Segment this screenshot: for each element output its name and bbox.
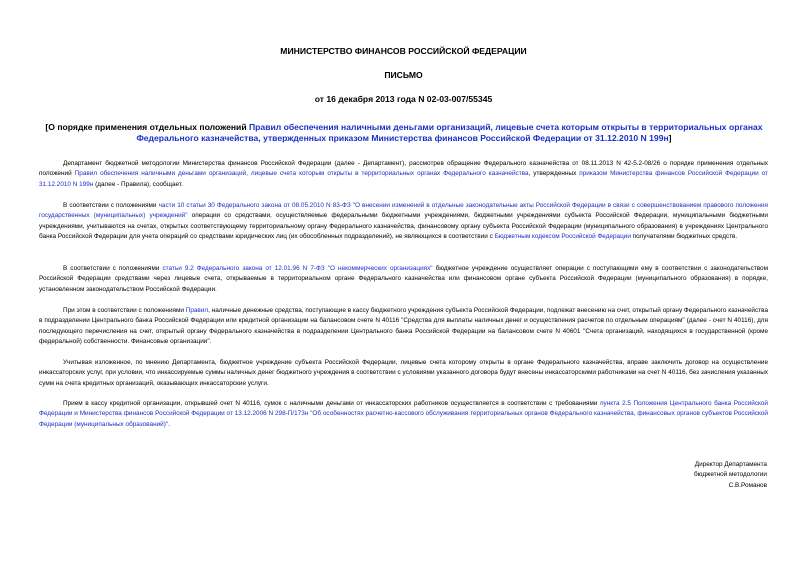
order-199n-link[interactable]: приказом Министерства финансов Российской Федерации от 31.12.2010 N 199н — [39, 170, 768, 188]
paragraph-text: получателями бюджетных средств. — [630, 233, 738, 241]
law-83fz-link[interactable]: части 10 статьи 30 Федерального закона от 08.05.2010 N 83-ФЗ "О внесении изменений в отдельные законодательные акты Российской Федерации в связи с совершенствованием правового положения государственных (муниципальных) учреждений" — [39, 202, 768, 220]
signature-block — [694, 460, 767, 491]
paragraph-4 — [39, 306, 768, 348]
budget-code-link[interactable]: Бюджетным кодексом Российской Федерации — [494, 233, 631, 241]
signature-position-line-2: бюджетной методологии — [694, 471, 767, 479]
paragraph-text: бюджетное учреждение осуществляет операции с поступающими ему в соответствии с законодательством Российской Федерации средствами через лицевые счета, открываемые в территориальном органе Федерального казначейства или финансовом органе субъекта Российской Федерации (муниципального образования) в порядке, установленном законодательством Российской Федерации. — [39, 265, 768, 293]
document-subject — [40, 122, 768, 144]
paragraph-text: операции со средствами, осуществляемые федеральными бюджетными учреждениями, бюджетными учреждениями субъекта Российской Федерации, муниципальными бюджетными учреждениями, учитываются на счетах, открытых соответствующему территориальному органу Федерального казначейства, финансовому органу субъекта Российской Федерации (муниципального образования) в учреждениях Центрального банка Российской Федерации для учета операций со средствами юридических лиц (их обособленных подразделений), не являющихся в соответствии с — [39, 212, 768, 241]
paragraph-text: . — [168, 420, 170, 428]
rules-link[interactable]: Правил обеспечения наличными деньгами организаций, лицевые счета которым открыты в территориальных органах Федерального казначейства — [74, 170, 529, 178]
paragraph-text: При этом в соответствии с положениями — [63, 307, 186, 314]
subject-rules-link[interactable]: Правил обеспечения наличными деньгами организаций, лицевые счета которым открыты в территориальных органах Федерального казначейства, утвержденных приказом Министерства финансов Российской Федерации от 31.12.2010 N 199н — [136, 122, 763, 143]
paragraph-3 — [39, 264, 768, 295]
subject-close-bracket: ] — [668, 133, 672, 143]
signature-position-line-1: Директор Департамента — [694, 461, 767, 468]
paragraph-text: В соответствии с положениями — [63, 202, 159, 209]
paragraph-text: В соответствии с положениями — [63, 265, 163, 272]
ministry-heading: МИНИСТЕРСТВО ФИНАНСОВ РОССИЙСКОЙ ФЕДЕРАЦИИ — [280, 46, 527, 56]
paragraph-6 — [39, 399, 768, 430]
document-type: ПИСЬМО — [384, 70, 423, 80]
regulation-298p-link[interactable]: пункта 2.5 Положения Центрального банка Российской Федерации и Министерства финансов Российской Федерации от 13.12.2006 N 298-П/173н "Об особенностях расчетно-кассового обслуживания территориальных органов Федерального казначейства, финансовых органов субъектов Российской Федерации (муниципальных образований)" — [39, 400, 769, 428]
paragraph-text: Прием в кассу кредитной организации, открывшей счет N 40116, сумок с наличными деньгами от инкассаторских работников осуществляется в соответствии с требованиями — [63, 400, 601, 407]
paragraph-text: Учитывая изложенное, по мнению Департамента, бюджетное учреждение субъекта Российской Федерации, лицевые счета которому открыты в органе Федерального казначейства, вправе заключить договор на осуществление инкассаторских услуг, при условии, что инкассируемые суммы наличных денег бюджетного учреждения в соответствии с условиями указанного договора будут внесены инкассаторскими работниками на счет N 40116, без зачисления указанных сумм на счета кредитных организаций, оказывающих инкассаторские услуги. — [39, 359, 768, 387]
paragraph-1 — [39, 159, 768, 190]
paragraph-text: (далее - Правила), сообщает. — [93, 180, 183, 188]
paragraph-5 — [39, 358, 768, 389]
document-date-number: от 16 декабря 2013 года N 02-03-007/55345 — [314, 94, 493, 104]
subject-open-bracket: [ — [45, 122, 49, 132]
paragraph-text: , наличные денежные средства, поступающие в кассу бюджетного учреждения субъекта Российской Федерации, подлежат внесению на счет, открытый органу Федерального казначейства в подразделении Центрального банка Российской Федерации или кредитной организации на балансовом счете N 40116 "Средства для выплаты наличных денег и осуществления расчетов по отдельным операциям" (далее - счет N 40116), для последующего перечисления на счет, открытый органу Федерального казначейства в подразделении Центрального банка Российской Федерации на балансовом счете N 40601 "Счета организаций, находящихся в государственной (кроме федеральной) собственности. Финансовые организации". — [39, 307, 769, 346]
paragraph-2 — [39, 201, 768, 243]
paragraph-text: Департамент бюджетной методологии Министерства финансов Российской Федерации (далее - Департамент), рассмотрев обращение Федерального казначейства от 08.11.2013 N 42-5.2-08/26 о порядке применения отдельных положений — [39, 160, 768, 178]
paragraph-text: , утвержденных — [528, 170, 580, 178]
subject-text: О порядке применения отдельных положений — [48, 122, 249, 132]
law-7fz-link[interactable]: статьи 9.2 Федерального закона от 12.01.96 N 7-ФЗ "О некоммерческих организациях" — [162, 265, 433, 272]
rules-short-link[interactable]: Правил — [185, 307, 209, 314]
signature-name: С.В.Романов — [728, 481, 767, 489]
